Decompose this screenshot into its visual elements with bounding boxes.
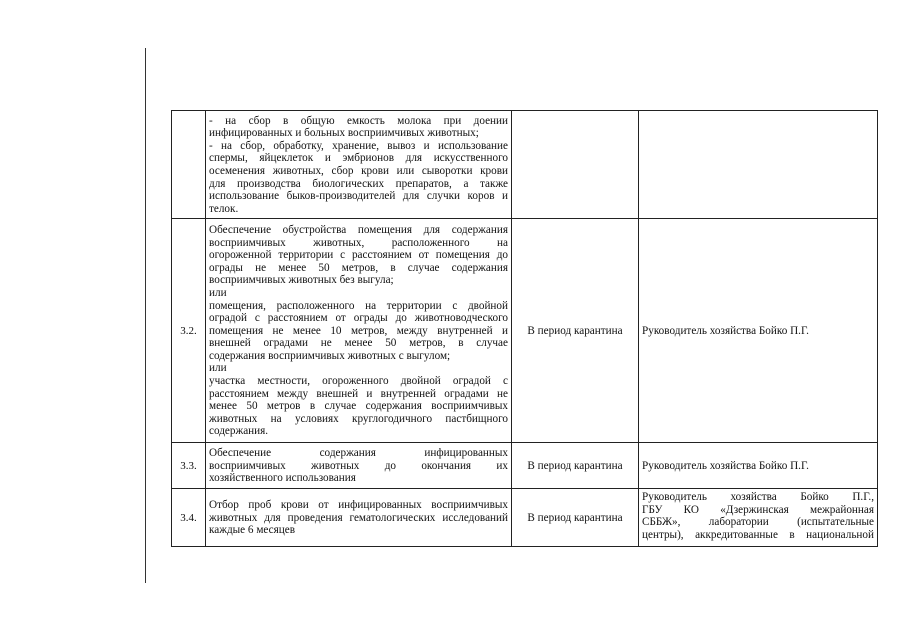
measures-table <box>171 110 878 547</box>
period-cell <box>512 111 639 219</box>
row-number: 3.2. <box>172 219 206 443</box>
table-row <box>172 489 878 547</box>
responsible-cell: Руководитель хозяйства Бойко П.Г. <box>639 219 878 443</box>
measure-description: Обеспечение содержания инфицированных восприимчивых животных до окончания их хозяйственного использования <box>206 443 512 489</box>
measure-description: Обеспечение обустройства помещения для содержания восприимчивых животных, расположенного на огороженной территории с расстоянием от помещения до ограды не менее 50 метров, в случае содержания восприимчивых животных без выгула; или помещения, расположенного на территории с двойной оградой с расстоянием от ограды до животноводческого помещения не менее 10 метров, между внутренней и внешней оградами не менее 50 метров, в случае содержания восприимчивых животных с выгулом; или участка местности, огороженного двойной оградой с расстоянием между внешней и внутренней оградами не менее 50 метров в случае содержания восприимчивых животных на условиях круглогодичного пастбищного содержания. <box>206 219 512 443</box>
row-number <box>172 111 206 219</box>
table-row <box>172 219 878 443</box>
measure-description: - на сбор в общую емкость молока при доении инфицированных и больных восприимчивых животных; - на сбор, обработку, хранение, вывоз и использование спермы, яйцеклеток и эмбрионов для искусственного осеменения животных, сбор крови или сыворотки крови для производства биологических препаратов, а также использование быков-производителей для случки коров и телок. <box>206 111 512 219</box>
responsible-cell: Руководитель хозяйства Бойко П.Г. <box>639 443 878 489</box>
page-margin-line <box>145 48 146 583</box>
responsible-cell: Руководитель хозяйства Бойко П.Г., ГБУ КО «Дзержинская межрайонная СББЖ», лаборатории (испытательные центры), аккредитованные в национальной <box>639 489 878 547</box>
table-row <box>172 111 878 219</box>
table-row <box>172 443 878 489</box>
responsible-cell <box>639 111 878 219</box>
row-number: 3.3. <box>172 443 206 489</box>
period-cell: В период карантина <box>512 443 639 489</box>
period-cell: В период карантина <box>512 489 639 547</box>
period-cell: В период карантина <box>512 219 639 443</box>
row-number: 3.4. <box>172 489 206 547</box>
measure-description: Отбор проб крови от инфицированных восприимчивых животных для проведения гематологических исследований каждые 6 месяцев <box>206 489 512 547</box>
